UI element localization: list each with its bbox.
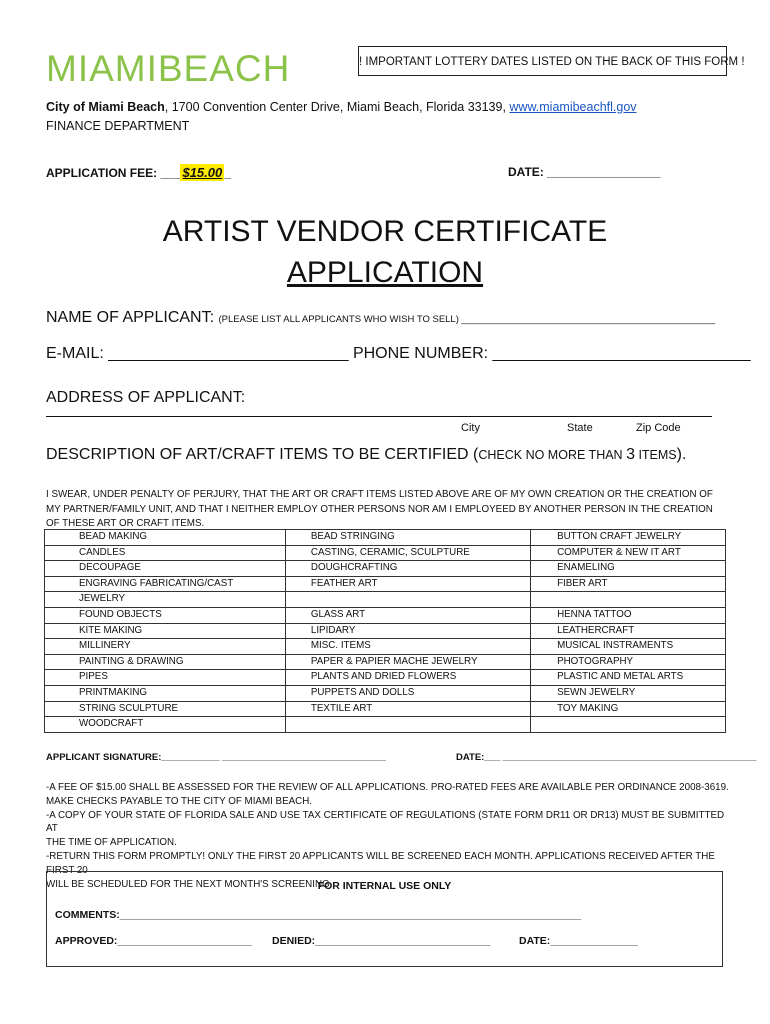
craft-item-cell[interactable]: TEXTILE ART	[285, 701, 530, 717]
denied-field[interactable]: DENIED:______________________________	[272, 935, 491, 947]
craft-item-cell[interactable]: PLASTIC AND METAL ARTS	[531, 670, 726, 686]
address-input-line[interactable]	[46, 416, 712, 417]
craft-item-cell[interactable]: BUTTON CRAFT JEWELRY	[531, 530, 726, 546]
craft-item-cell[interactable]: PIPES	[45, 670, 286, 686]
table-row	[45, 623, 726, 639]
craft-item-cell[interactable]: PRINTMAKING	[45, 685, 286, 701]
perjury-statement: I SWEAR, UNDER PENALTY OF PERJURY, THAT THE ART OR CRAFT ITEMS LISTED ABOVE ARE OF MY OWN CREATION OR THE CREATION OF MY PARTNER/FAMILY UNIT, AND THAT I NEITHER EMPLOY OTHER PERSONS NOR AM I EMPLOYEED BY ANOTHER PERSON IN THE CREATION OF THESE ART OR CRAFT ITEMS.	[46, 489, 713, 529]
craft-item-cell[interactable]: PLANTS AND DRIED FLOWERS	[285, 670, 530, 686]
table-row	[45, 701, 726, 717]
craft-item-cell[interactable]: MISC. ITEMS	[285, 639, 530, 655]
table-row	[45, 654, 726, 670]
craft-item-cell[interactable]: FOUND OBJECTS	[45, 607, 286, 623]
fee-tail: _	[224, 166, 231, 180]
zip-label: Zip Code	[636, 422, 681, 434]
approved-field[interactable]: APPROVED:_______________________	[55, 935, 252, 947]
description-close: ).	[676, 446, 687, 463]
craft-item-cell[interactable]: DECOUPAGE	[45, 561, 286, 577]
craft-item-cell[interactable]: GLASS ART	[285, 607, 530, 623]
craft-item-cell[interactable]: LIPIDARY	[285, 623, 530, 639]
table-row	[45, 545, 726, 561]
internal-date-field[interactable]: DATE:_______________	[519, 935, 638, 947]
craft-item-cell[interactable]: SEWN JEWELRY	[531, 685, 726, 701]
craft-item-cell[interactable]: HENNA TATTOO	[531, 607, 726, 623]
state-label: State	[567, 422, 593, 434]
craft-item-cell[interactable]	[285, 717, 530, 733]
table-row	[45, 576, 726, 592]
fee-label: APPLICATION FEE: ___	[46, 166, 181, 180]
craft-item-cell[interactable]: JEWELRY	[45, 592, 286, 608]
craft-item-cell[interactable]: FEATHER ART	[285, 576, 530, 592]
craft-item-cell[interactable]	[285, 592, 530, 608]
department: FINANCE DEPARTMENT	[46, 119, 190, 133]
note-line: MAKE CHECKS PAYABLE TO THE CITY OF MIAMI BEACH.	[46, 795, 313, 807]
comments-field[interactable]: COMMENTS:_______________________________________________________________________________	[55, 909, 582, 921]
craft-item-cell[interactable]: ENGRAVING FABRICATING/CAST	[45, 576, 286, 592]
craft-item-cell[interactable]: ENAMELING	[531, 561, 726, 577]
internal-use-title: FOR INTERNAL USE ONLY	[317, 880, 452, 892]
craft-item-cell[interactable]: BEAD STRINGING	[285, 530, 530, 546]
craft-item-cell[interactable]: BEAD MAKING	[45, 530, 286, 546]
note-line: -RETURN THIS FORM PROMPTLY! ONLY THE FIRST 20 APPLICANTS WILL BE SCREENED EACH MONTH. APPLICATIONS RECEIVED AFTER THE FIRST 20	[46, 850, 715, 876]
craft-item-cell[interactable]: PAINTING & DRAWING	[45, 654, 286, 670]
name-of-applicant-field[interactable]	[46, 309, 715, 327]
description-small2: ITEMS	[634, 448, 677, 462]
table-row	[45, 717, 726, 733]
craft-item-cell[interactable]: CASTING, CERAMIC, SCULPTURE	[285, 545, 530, 561]
description-main: DESCRIPTION OF ART/CRAFT ITEMS TO BE CERTIFIED (	[46, 446, 479, 463]
city-label: City	[461, 422, 480, 434]
date-field[interactable]: DATE: _________________	[508, 165, 661, 179]
craft-item-cell[interactable]: PHOTOGRAPHY	[531, 654, 726, 670]
website-link[interactable]: www.miamibeachfl.gov	[509, 100, 637, 114]
email-phone-field[interactable]: E-MAIL: ___________________________ PHONE NUMBER: _____________________________	[46, 345, 751, 362]
address-label: ADDRESS OF APPLICANT:	[46, 389, 246, 406]
craft-item-cell[interactable]	[531, 592, 726, 608]
description-heading	[46, 446, 686, 464]
craft-item-cell[interactable]: WOODCRAFT	[45, 717, 286, 733]
table-row	[45, 561, 726, 577]
table-row	[45, 670, 726, 686]
craft-item-cell[interactable]: FIBER ART	[531, 576, 726, 592]
form-title-line1: ARTIST VENDOR CERTIFICATE	[162, 215, 608, 248]
note-line: -A COPY OF YOUR STATE OF FLORIDA SALE AND USE TAX CERTIFICATE OF REGULATIONS (STATE FORM DR11 OR DR13) MUST BE SUBMITTED AT	[46, 809, 725, 835]
craft-item-cell[interactable]: KITE MAKING	[45, 623, 286, 639]
note-line: -A FEE OF $15.00 SHALL BE ASSESSED FOR THE REVIEW OF ALL APPLICATIONS. PRO-RATED FEES ARE AVAILABLE PER ORDINANCE 2008-3619.	[46, 782, 729, 793]
note-line: THE TIME OF APPLICATION.	[46, 837, 177, 849]
craft-item-cell[interactable]: LEATHERCRAFT	[531, 623, 726, 639]
craft-item-cell[interactable]: PAPER & PAPIER MACHE JEWELRY	[285, 654, 530, 670]
craft-item-cell[interactable]: DOUGHCRAFTING	[285, 561, 530, 577]
fee-amount: $15.00	[182, 165, 223, 180]
craft-item-cell[interactable]: MILLINERY	[45, 639, 286, 655]
craft-item-cell[interactable]: MUSICAL INSTRAMENTS	[531, 639, 726, 655]
craft-item-cell[interactable]: COMPUTER & NEW IT ART	[531, 545, 726, 561]
description-small: CHECK NO MORE THAN	[478, 448, 627, 462]
craft-item-cell[interactable]: PUPPETS AND DOLLS	[285, 685, 530, 701]
application-fee	[46, 165, 231, 180]
table-row	[45, 685, 726, 701]
craft-item-cell[interactable]	[531, 717, 726, 733]
address-text: , 1700 Convention Center Drive, Miami Beach, Florida 33139,	[164, 100, 510, 114]
applicant-signature-field[interactable]: APPLICANT SIGNATURE:___________ _______________________________	[46, 752, 386, 763]
signature-date-field[interactable]: DATE:___ ________________________________________________	[456, 752, 757, 763]
lottery-notice: ! IMPORTANT LOTTERY DATES LISTED ON THE BACK OF THIS FORM !	[358, 46, 727, 76]
form-title-line2: APPLICATION	[286, 256, 484, 289]
miami-beach-logo: MIAMIBEACH	[46, 48, 291, 89]
note-line: WILL BE SCHEDULED FOR THE NEXT MONTH'S SCREENING.	[46, 878, 333, 890]
table-row	[45, 530, 726, 546]
description-num: 3	[626, 446, 635, 463]
city-name: City of Miami Beach	[46, 100, 165, 114]
table-row	[45, 639, 726, 655]
address-line	[46, 100, 637, 114]
table-row	[45, 607, 726, 623]
name-hint: (PLEASE LIST ALL APPLICANTS WHO WISH TO SELL) ________________________________________________	[218, 314, 716, 325]
craft-item-cell[interactable]: TOY MAKING	[531, 701, 726, 717]
name-label: NAME OF APPLICANT:	[46, 309, 219, 326]
table-row	[45, 592, 726, 608]
craft-item-cell[interactable]: STRING SCULPTURE	[45, 701, 286, 717]
craft-item-cell[interactable]: CANDLES	[45, 545, 286, 561]
craft-items-table	[44, 529, 726, 733]
